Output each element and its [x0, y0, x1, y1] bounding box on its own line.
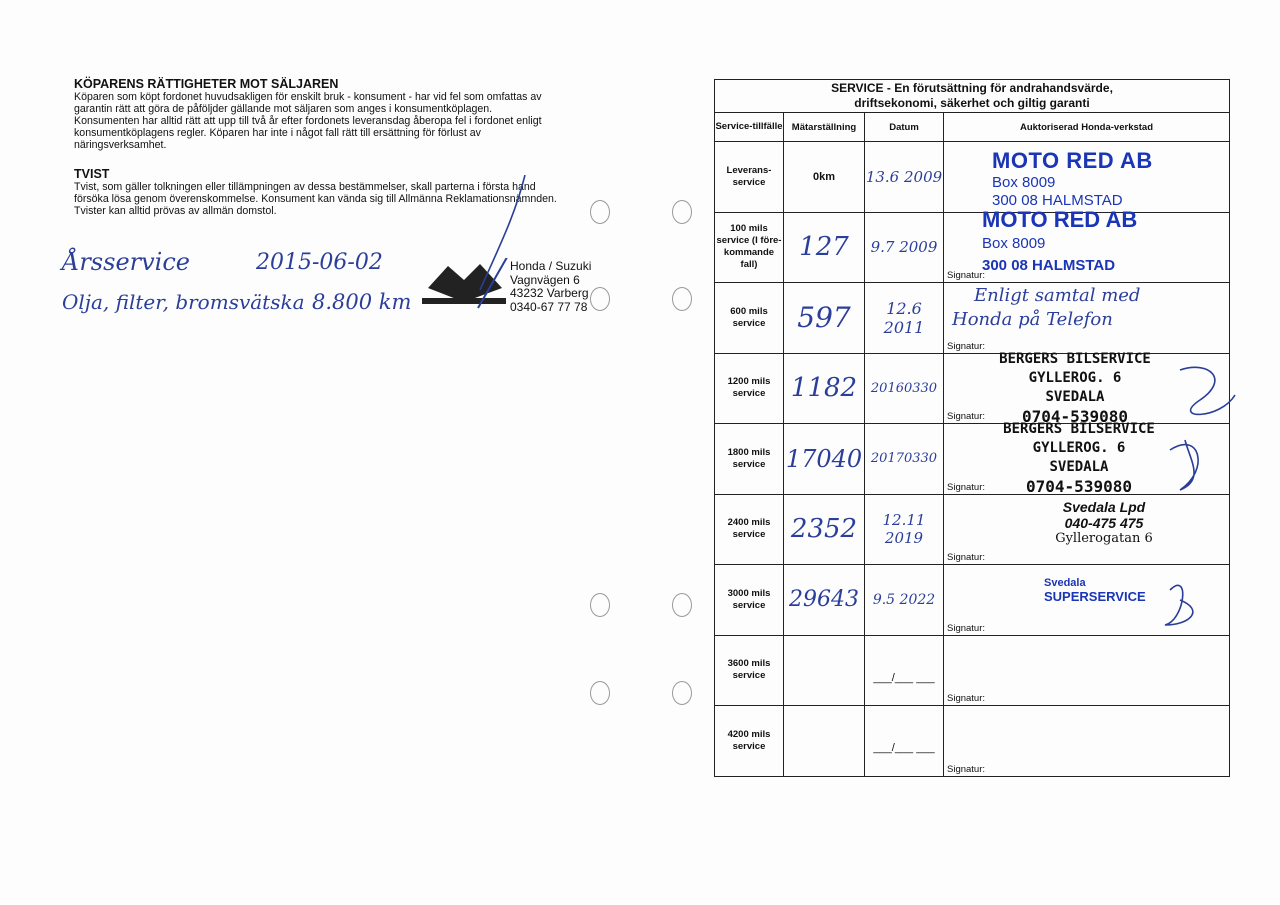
row-meter: 0km: [784, 142, 865, 213]
rights-line: konsumentköplagens regler. Köparen har inte i något fall rätt till ersättning för förlust av: [74, 127, 481, 139]
workshop-stamp: [1044, 499, 1164, 546]
stamp-line: GYLLEROG. 6: [1032, 440, 1126, 456]
header-date: Datum: [865, 113, 944, 142]
handwritten-note: Enligt samtal med: [974, 285, 1141, 306]
table-row: [715, 635, 1230, 706]
rights-heading: KÖPARENS RÄTTIGHETER MOT SÄLJAREN: [74, 77, 339, 91]
row-label: 1200 mils service: [715, 353, 784, 424]
row-meter: 1182: [784, 353, 865, 424]
rights-line: garantin rätt att göra de påföljder gällande mot säljaren som anges i konsumentköplagen.: [74, 103, 493, 115]
stamp-line: SVEDALA: [1049, 459, 1109, 475]
stamp-line: BERGERS BILSERVICE: [1003, 421, 1155, 437]
title-line: driftsekonomi, säkerhet och giltig garanti: [854, 96, 1090, 110]
row-date: 12.11 2019: [865, 494, 944, 565]
dealer-stamp-line: 0340-67 77 78: [510, 299, 588, 314]
dealer-stamp-line: 43232 Varberg: [510, 286, 589, 300]
service-table-title: [715, 80, 1230, 113]
signature-label: Signatur:: [947, 270, 986, 281]
dealer-stamp-line: Vagnvägen 6: [510, 272, 580, 287]
stamp-line: Box 8009: [982, 234, 1046, 252]
row-date: [865, 635, 944, 706]
dealer-stamp-line: Honda / Suzuki: [510, 259, 592, 273]
header-meter: Mätarställning: [784, 113, 865, 142]
row-workshop: [944, 142, 1230, 213]
row-meter: 29643: [784, 565, 865, 636]
handwritten-note: Honda på Telefon: [952, 309, 1113, 330]
punch-hole-icon: [672, 593, 692, 617]
stamp-line: Gyllerogatan 6: [1055, 530, 1153, 546]
row-meter: [784, 706, 865, 777]
row-date: [865, 706, 944, 777]
stamp-line: Svedala Lpd: [1062, 498, 1146, 515]
row-workshop: [944, 635, 1230, 706]
signature-label: Signatur:: [947, 481, 986, 493]
rights-line: Köparen som köpt fordonet huvudsakligen för enskilt bruk - konsument - har vid fel som omfattas av: [74, 91, 542, 103]
dispute-heading: TVIST: [74, 167, 110, 181]
stamp-line: Svedala: [1044, 577, 1086, 589]
signature-label: Signatur:: [947, 693, 986, 704]
stamp-line: 0704-539080: [1026, 477, 1132, 496]
signature-scribble-icon: [1150, 360, 1240, 640]
punch-hole-icon: [672, 681, 692, 705]
stamp-line: 040-475 475: [1064, 514, 1144, 531]
signature-stroke-icon: [470, 175, 530, 295]
punch-hole-icon: [590, 593, 610, 617]
row-workshop: [944, 206, 1230, 283]
signature-label: Signatur:: [947, 411, 986, 422]
row-label: 3000 mils service: [715, 565, 784, 636]
workshop-stamp: [984, 420, 1174, 496]
table-row: [715, 283, 1230, 354]
row-workshop: [944, 283, 1230, 354]
title-line: SERVICE - En förutsättning för andrahandsvärde,: [831, 81, 1113, 95]
signature-label: Signatur:: [947, 622, 986, 634]
date-blank: ___/___ ___: [873, 742, 935, 754]
row-date: 20170330: [865, 424, 944, 495]
rights-line: näringsverksamhet.: [74, 139, 167, 151]
punch-hole-icon: [590, 287, 610, 311]
stamp-line: GYLLEROG. 6: [1028, 369, 1122, 386]
workshop-stamp: [1044, 577, 1146, 603]
stamp-line: MOTO RED AB: [992, 148, 1153, 173]
signature-label: Signatur:: [947, 340, 986, 352]
handwritten-service-work: Olja, filter, bromsvätska: [62, 290, 305, 314]
row-label: 3600 mils service: [715, 635, 784, 706]
row-date: 20160330: [865, 353, 944, 424]
row-label: 2400 mils service: [715, 494, 784, 565]
punch-hole-icon: [590, 200, 610, 224]
stamp-line: Box 8009: [992, 174, 1056, 191]
rights-line: Konsumenten har alltid rätt att upp till två år efter fordonets leveransdag åberopa fel i fordonet enligt: [74, 115, 542, 127]
stamp-line: BERGERS BILSERVICE: [999, 350, 1151, 367]
header-service: Service-tillfälle: [715, 113, 784, 142]
dispute-line: försöka lösa genom överenskommelse. Konsument kan vända sig till Allmänna Reklamationsnämnden.: [74, 193, 557, 205]
row-date: 13.6 2009: [865, 142, 944, 213]
row-meter: 2352: [784, 494, 865, 565]
table-row: [715, 706, 1230, 777]
punch-hole-icon: [672, 287, 692, 311]
row-label: 100 mils service (I före-kommande fall): [715, 212, 784, 283]
row-date: 9.7 2009: [865, 212, 944, 283]
row-workshop: [944, 706, 1230, 777]
stamp-line: SUPERSERVICE: [1044, 589, 1146, 604]
row-label: 600 mils service: [715, 283, 784, 354]
table-row: [715, 142, 1230, 213]
table-row: [715, 212, 1230, 283]
rights-section: [74, 77, 604, 151]
handwritten-service-date: 2015-06-02: [256, 250, 383, 275]
row-date: 12.6 2011: [865, 283, 944, 354]
punch-hole-icon: [590, 681, 610, 705]
stamp-line: SVEDALA: [1045, 388, 1105, 405]
signature-label: Signatur:: [947, 763, 986, 775]
stamp-line: MOTO RED AB: [982, 206, 1138, 232]
stamp-line: 300 08 HALMSTAD: [992, 192, 1123, 209]
row-meter: 17040: [784, 424, 865, 495]
workshop-stamp: [980, 350, 1170, 426]
row-label: 4200 mils service: [715, 706, 784, 777]
dispute-line: Tvister kan alltid prövas av allmän domstol.: [74, 205, 277, 217]
header-workshop: Auktoriserad Honda-verkstad: [944, 113, 1230, 142]
signature-label: Signatur:: [947, 552, 986, 563]
row-meter: [784, 635, 865, 706]
row-date: 9.5 2022: [865, 565, 944, 636]
punch-hole-icon: [672, 200, 692, 224]
stamp-line: 300 08 HALMSTAD: [982, 256, 1116, 274]
handwritten-service-title: Årsservice: [62, 248, 190, 276]
date-blank: ___/___ ___: [873, 671, 935, 684]
handwritten-mileage: 8.800 km: [312, 290, 412, 314]
row-label: 1800 mils service: [715, 424, 784, 495]
row-label: Leverans-service: [715, 142, 784, 213]
stamp-line: 0704-539080: [1022, 406, 1128, 426]
dispute-line: Tvist, som gäller tolkningen eller tillämpningen av dessa bestämmelser, skall parterna i första hand: [74, 181, 536, 193]
row-meter: 127: [784, 212, 865, 283]
row-meter: 597: [784, 283, 865, 354]
